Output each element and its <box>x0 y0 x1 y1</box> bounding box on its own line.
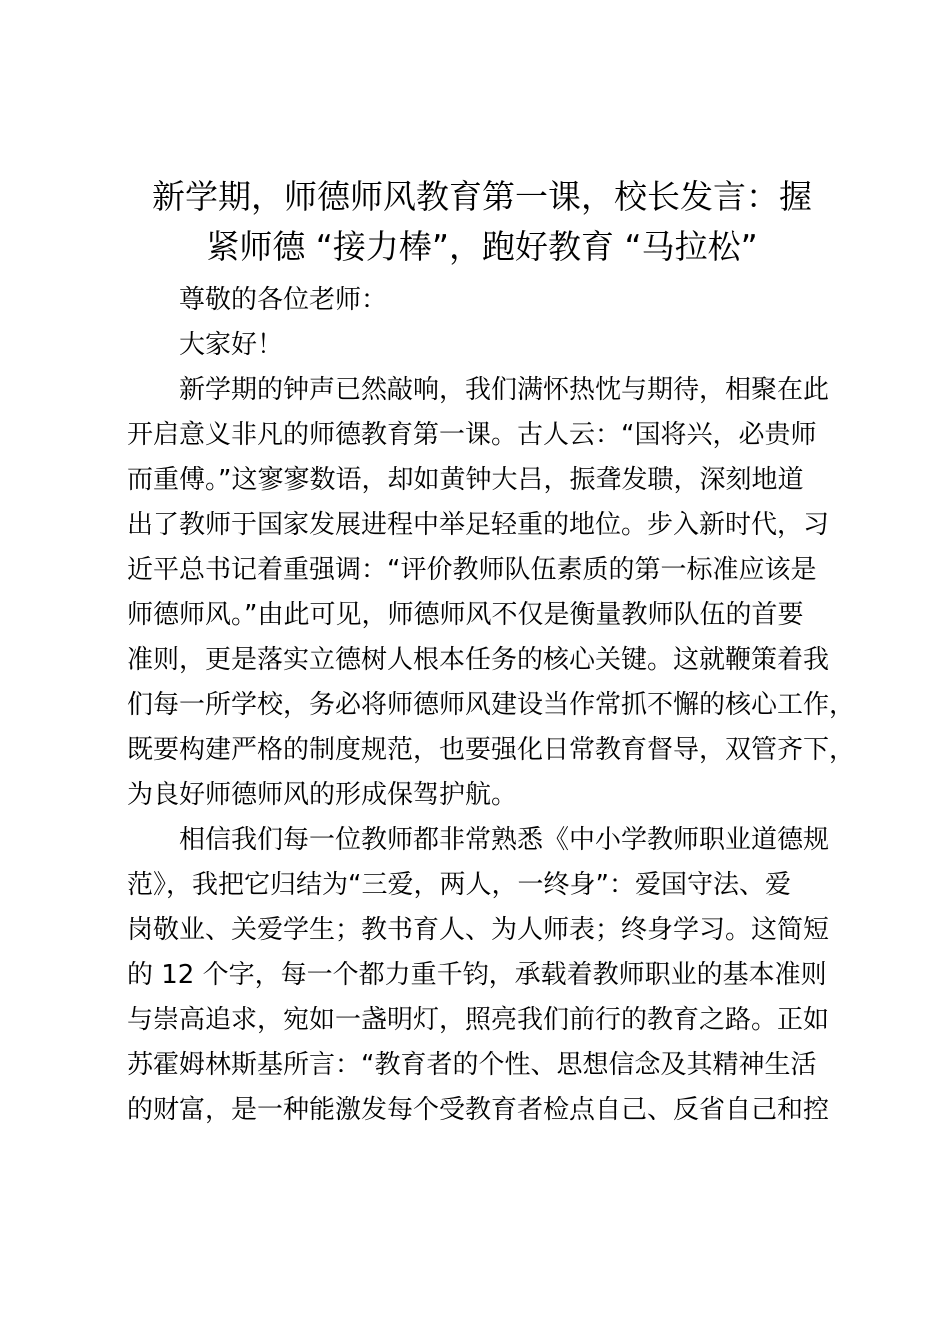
paragraph-line: 而重傅。”这寥寥数语，却如黄钟大吕，振聋发聩，深刻地道 <box>127 465 804 495</box>
hello-line: 大家好！ <box>179 330 284 360</box>
body-paragraph-1 <box>127 368 856 818</box>
paragraph-line: 既要构建严格的制度规范，也要强化日常教育督导，双管齐下， <box>127 735 856 765</box>
paragraph-line: 相信我们每一位教师都非常熟悉《中小学教师职业道德规 <box>179 825 830 855</box>
hello-paragraph <box>127 323 837 368</box>
paragraph-line: 为良好师德师风的形成保驾护航。 <box>127 780 518 810</box>
body-paragraph-2 <box>127 818 837 1133</box>
title-line: 新学期，师德师风教育第一课，校长发言：握 <box>152 177 812 216</box>
paragraph-line: 准则，更是落实立德树人根本任务的核心关键。这就鞭策着我 <box>127 645 830 675</box>
greeting-line: 尊敬的各位老师： <box>179 285 388 315</box>
paragraph-line: 苏霍姆林斯基所言：“教育者的个性、思想信念及其精神生活 <box>127 1050 817 1080</box>
paragraph-line: 近平总书记着重强调：“评价教师队伍素质的第一标准应该是 <box>127 555 817 585</box>
greeting-paragraph <box>127 278 837 323</box>
paragraph-line: 们每一所学校，务必将师德师风建设当作常抓不懈的核心工作， <box>127 690 856 720</box>
paragraph-line: 新学期的钟声已然敲响，我们满怀热忱与期待，相聚在此 <box>179 375 830 405</box>
paragraph-line: 岗敬业、关爱学生；教书育人、为人师表；终身学习。这简短 <box>127 915 830 945</box>
paragraph-line: 出了教师于国家发展进程中举足轻重的地位。步入新时代，习 <box>127 510 830 540</box>
title-line: 紧师德 “接力棒”，跑好教育 “马拉松” <box>206 227 758 266</box>
paragraph-line: 与崇高追求，宛如一盏明灯，照亮我们前行的教育之路。正如 <box>127 1005 830 1035</box>
paragraph-line: 开启意义非凡的师德教育第一课。古人云：“国将兴，必贵师 <box>127 420 817 450</box>
paragraph-line: 师德师风。”由此可见，师德师风不仅是衡量教师队伍的首要 <box>127 600 804 630</box>
paragraph-line: 范》，我把它归结为“三爱，两人，一终身”：爱国守法、爱 <box>127 870 791 900</box>
paragraph-line: 的 12 个字，每一个都力重千钧，承载着教师职业的基本准则 <box>127 960 827 990</box>
document-title <box>127 172 837 272</box>
paragraph-line: 的财富，是一种能激发每个受教育者检点自己、反省自己和控 <box>127 1095 830 1125</box>
document-page <box>127 172 856 1133</box>
document-body <box>127 278 856 1133</box>
